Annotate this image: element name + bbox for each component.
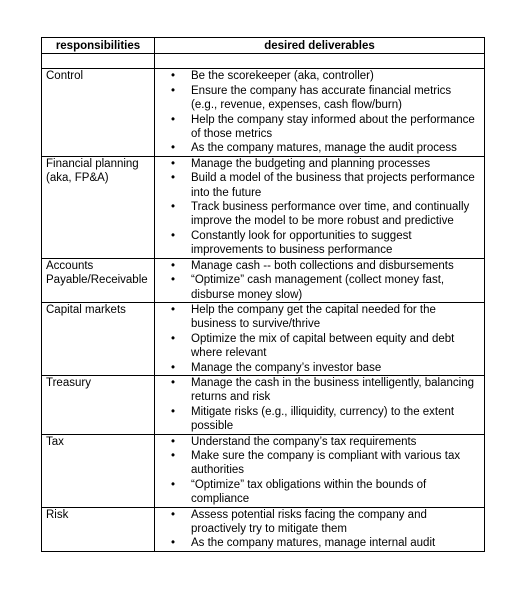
deliverable-item: • Manage the company’s investor base (159, 361, 480, 375)
table-row (42, 69, 485, 156)
responsibility-name-line: Financial planning (46, 157, 139, 170)
responsibility-cell (42, 302, 155, 375)
responsibility-cell (42, 434, 155, 507)
deliverable-item: • Help the company stay informed about the performance of those metrics (159, 113, 480, 142)
deliverable-item: • Assess potential risks facing the company and proactively try to mitigate them (159, 508, 480, 537)
responsibility-name-line: Risk (46, 508, 69, 521)
deliverables-cell (155, 302, 485, 375)
deliverables-cell (155, 434, 485, 507)
deliverables-list (159, 303, 480, 375)
responsibility-cell (42, 507, 155, 551)
responsibility-cell (42, 156, 155, 258)
deliverable-item: • Constantly look for opportunities to suggest improvements to business performance (159, 229, 480, 258)
deliverable-item: • Manage the cash in the business intelligently, balancing returns and risk (159, 376, 480, 405)
deliverable-item: • As the company matures, manage the audit process (159, 141, 480, 155)
header-row (42, 38, 485, 54)
deliverable-item: • Be the scorekeeper (aka, controller) (159, 69, 480, 83)
responsibilities-table (41, 37, 485, 552)
deliverable-item: • Build a model of the business that projects performance into the future (159, 171, 480, 200)
deliverables-list (159, 69, 480, 155)
deliverable-item: • Optimize the mix of capital between equity and debt where relevant (159, 332, 480, 361)
deliverable-item: • Make sure the company is compliant with various tax authorities (159, 449, 480, 478)
responsibility-name-line: Capital markets (46, 303, 126, 316)
deliverables-cell (155, 156, 485, 258)
deliverables-list (159, 157, 480, 258)
responsibility-cell (42, 69, 155, 156)
responsibility-cell (42, 258, 155, 302)
deliverables-cell (155, 375, 485, 434)
header-responsibilities: responsibilities (42, 38, 155, 54)
table-row (42, 302, 485, 375)
table-row (42, 507, 485, 551)
deliverable-item: • Track business performance over time, and continually improve the model to be more robust and predictive (159, 200, 480, 229)
blank-cell (42, 54, 155, 69)
table-row (42, 375, 485, 434)
deliverable-item: • Manage the budgeting and planning processes (159, 157, 480, 171)
responsibility-cell (42, 375, 155, 434)
deliverable-item: • As the company matures, manage internal audit (159, 536, 480, 550)
deliverables-list (159, 259, 480, 302)
deliverable-item: • Mitigate risks (e.g., illiquidity, currency) to the extent possible (159, 405, 480, 434)
responsibility-name-line: (aka, FP&A) (46, 172, 109, 185)
deliverable-item: • Understand the company’s tax requirements (159, 435, 480, 449)
deliverable-item: • Help the company get the capital needed for the business to survive/thrive (159, 303, 480, 332)
blank-cell (155, 54, 485, 69)
deliverable-item: • Manage cash -- both collections and disbursements (159, 259, 480, 273)
deliverables-cell (155, 258, 485, 302)
deliverable-item: • “Optimize” cash management (collect money fast, disburse money slow) (159, 273, 480, 302)
responsibility-name-line: Treasury (46, 376, 91, 389)
deliverables-list (159, 508, 480, 551)
table-row (42, 156, 485, 258)
header-desired-deliverables: desired deliverables (155, 38, 485, 54)
deliverables-list (159, 435, 480, 507)
responsibility-name-line: Control (46, 70, 84, 83)
deliverable-item: • “Optimize” tax obligations within the bounds of compliance (159, 478, 480, 507)
responsibility-name-line: Accounts (46, 259, 94, 272)
deliverables-list (159, 376, 480, 434)
deliverables-cell (155, 69, 485, 156)
deliverable-item: • Ensure the company has accurate financial metrics (e.g., revenue, expenses, cash flow/burn) (159, 84, 480, 113)
responsibility-name-line: Tax (46, 435, 64, 448)
responsibility-name-line: Payable/Receivable (46, 274, 148, 287)
deliverables-cell (155, 507, 485, 551)
blank-row (42, 54, 485, 69)
table-row (42, 258, 485, 302)
table-row (42, 434, 485, 507)
